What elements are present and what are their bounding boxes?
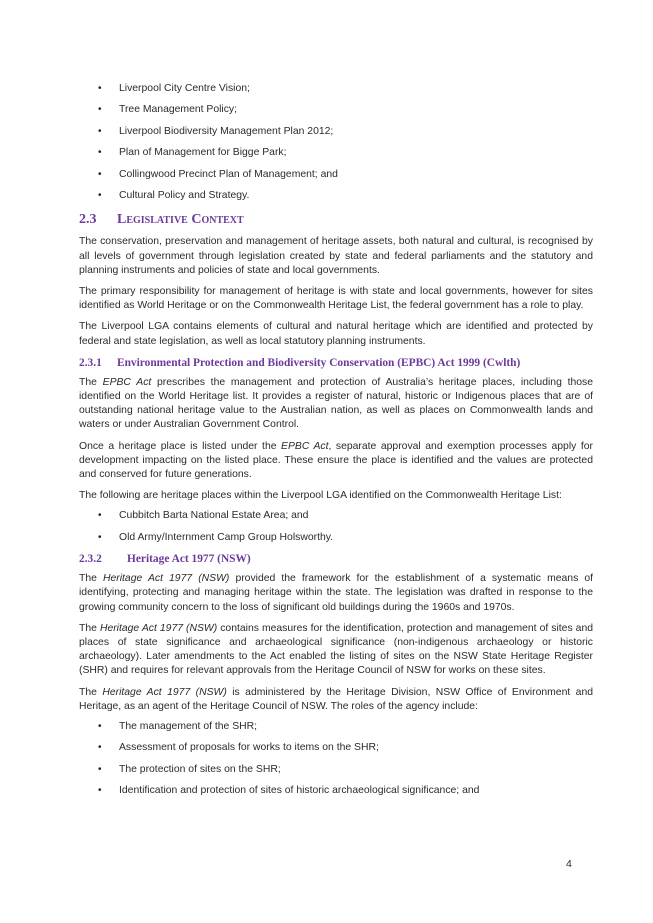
list-item: • Collingwood Precinct Plan of Management; and <box>79 164 593 185</box>
page-number: 4 <box>566 858 572 870</box>
paragraph <box>79 572 593 615</box>
paragraph <box>79 622 593 679</box>
list-item: • Assessment of proposals for works to items on the SHR; <box>79 737 593 758</box>
act-name-italic: Heritage Act 1977 (NSW) <box>102 573 230 585</box>
act-name-italic: Heritage Act 1977 (NSW) <box>99 622 218 634</box>
section-number: 2.3.1 <box>79 356 102 369</box>
text-run: The <box>79 376 103 388</box>
paragraph <box>79 440 593 483</box>
paragraph: The primary responsibility for management of heritage is with state and local governments, however for sites identified as World Heritage or on the Commonwealth Heritage List, the federal government has a role to play. <box>79 285 593 312</box>
section-title: Heritage Act 1977 (NSW) <box>127 553 251 566</box>
section-heading-2-3-1 <box>79 356 593 371</box>
list-item: • Tree Management Policy; <box>79 99 593 120</box>
paragraph: The Liverpool LGA contains elements of cultural and natural heritage which are identified and protected by federal and state legislation, as well as local statutory planning instruments. <box>79 321 593 347</box>
section-heading-2-3-2 <box>79 552 593 567</box>
text-run: The <box>79 686 103 698</box>
list-item: • Cubbitch Barta National Estate Area; and <box>79 505 593 526</box>
text-run: is administered by the Heritage Division, NSW Office of Environment and Heritage, as an agent of the Heritage Council of NSW. The roles of the agency include: <box>79 686 593 712</box>
text-run: , separate approval and exemption processes apply for development impacting on the listed place. These ensure the place is identified and the values are protected and conserved for future generations. <box>79 440 593 480</box>
list-item: • Plan of Management for Bigge Park; <box>79 142 593 163</box>
paragraph: The following are heritage places within the Liverpool LGA identified on the Commonwealth Heritage List: <box>79 490 562 502</box>
text-run: contains measures for the identification, protection and management of sites and places of state significance and archaeological significance (non-indigenous archaeology or historic archaeology). Later amendments to the Act enabled the listing of sites on the NSW State Heritage Register (SHR) and requires for relevant approvals from the Heritage Council of NSW for works on these sites. <box>79 622 594 677</box>
section-heading-2-3 <box>79 211 593 229</box>
text-run: prescribes the management and protection of Australia’s heritage places, including those identified on the World Heritage list. It provides a register of natural, historic or Indigenous places that are of outstanding national heritage value to the Australian nation, as well as places on Commonwealth lands and waters or under Australian Government Control. <box>79 376 593 431</box>
paragraph <box>79 376 593 433</box>
act-name-italic: Heritage Act 1977 (NSW) <box>102 686 227 698</box>
act-name-italic: EPBC Act <box>281 440 329 452</box>
act-name-italic: EPBC Act <box>102 376 152 388</box>
section-title: Legislative Context <box>117 212 244 228</box>
list-item: • Old Army/Internment Camp Group Holsworthy. <box>79 527 593 548</box>
list-item: • Liverpool City Centre Vision; <box>79 78 593 99</box>
paragraph <box>79 686 593 714</box>
section-number: 2.3 <box>79 212 97 228</box>
text-run: The <box>79 622 100 634</box>
bullet-list-policies <box>79 78 593 206</box>
list-item: • Cultural Policy and Strategy. <box>79 185 593 206</box>
text-run: provided the framework for the establishment of a systematic means of identifying, protecting and managing heritage within the state. The legislation was drafted in response to the growing community concern to the loss of significant old buildings during the 1960s and 1970s. <box>79 573 594 613</box>
section-title: Environmental Protection and Biodiversity Conservation (EPBC) Act 1999 (Cwlth) <box>117 356 521 369</box>
bullet-list-agency-roles <box>79 716 593 802</box>
text-run: The <box>79 573 103 585</box>
list-item: • The management of the SHR; <box>79 716 593 737</box>
bullet-list-commonwealth-places <box>79 505 593 548</box>
paragraph: The conservation, preservation and management of heritage assets, both natural and cultural, is recognised by all levels of government through legislation created by state and federal parliaments and the statutory and planning instruments and policies of state and local governments. <box>79 236 593 276</box>
list-item: • Identification and protection of sites of historic archaeological significance; and <box>79 780 593 801</box>
list-item: • Liverpool Biodiversity Management Plan 2012; <box>79 121 593 142</box>
list-item: • The protection of sites on the SHR; <box>79 759 593 780</box>
section-number: 2.3.2 <box>79 553 102 566</box>
text-run: Once a heritage place is listed under the <box>79 440 282 452</box>
document-page <box>79 78 593 802</box>
